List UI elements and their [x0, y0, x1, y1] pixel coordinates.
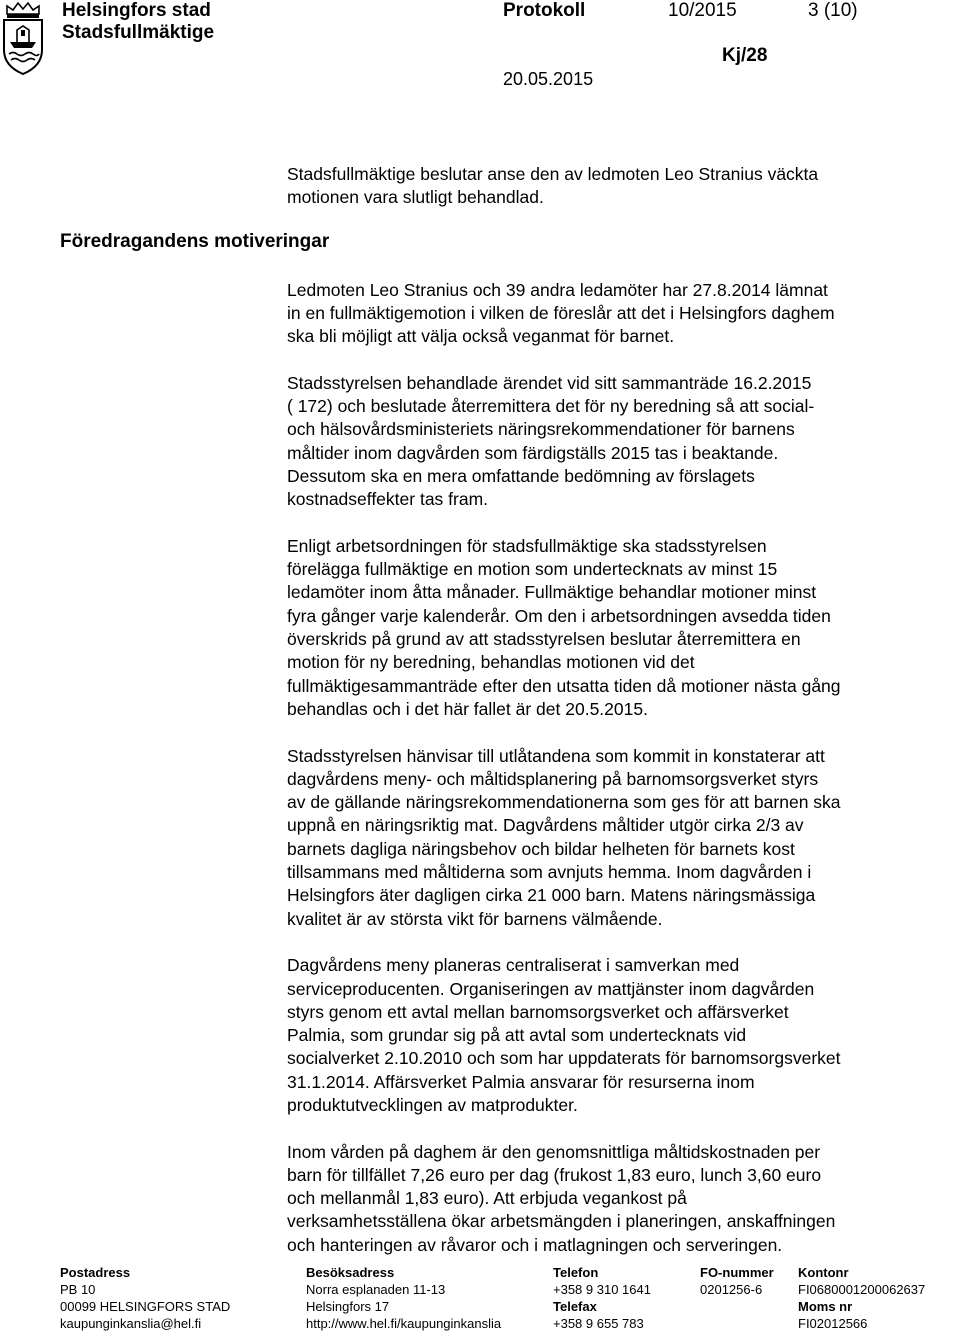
footer-website-link[interactable]: http://www.hel.fi/kaupunginkanslia	[306, 1316, 502, 1331]
footer-visit-label: Besöksadress	[306, 1265, 395, 1280]
footer-fo-value: 0201256-6	[700, 1282, 763, 1297]
text-line: 31.1.2014. Affärsverket Palmia ansvarar för resurserna inom	[287, 1071, 755, 1092]
meeting-date: 20.05.2015	[503, 69, 594, 89]
side-heading: Föredragandens motiveringar	[60, 231, 330, 252]
footer-fo	[700, 1264, 774, 1298]
text-line: produktutvecklingen av matprodukter.	[287, 1094, 578, 1115]
text-line: Palmia, som grundar sig på att avtal som undertecknats vid	[287, 1025, 747, 1046]
text-line: Dagvårdens meny planeras centraliserat i samverkan med	[287, 955, 740, 976]
text-line: Inom vården på daghem är den genomsnittliga måltidskostnaden per	[287, 1141, 821, 1162]
text-line: serviceproducenten. Organiseringen av mattjänster inom dagvården	[287, 978, 815, 999]
text-line: kvalitet är av största vikt för barnens välmående.	[287, 908, 663, 929]
text-line: socialverket 2.10.2010 och som har uppdaterats för barnomsorgsverket	[287, 1048, 841, 1069]
footer-vat-label: Moms nr	[798, 1299, 853, 1314]
text-line: av de gällande näringsrekommendationerna som ges för att barnen ska	[287, 792, 841, 813]
footer-postal-label: Postadress	[60, 1265, 131, 1280]
text-line: fyra gånger varje kalenderår. Om den i arbetsordningen avsedda tiden	[287, 605, 831, 626]
text-line: Stadsstyrelsen hänvisar till utlåtandena som kommit in konstaterar att	[287, 745, 825, 766]
text-line: Stadsstyrelsen behandlade ärendet vid sitt sammanträde 16.2.2015	[287, 372, 812, 393]
footer-account	[798, 1264, 925, 1332]
text-line: kostnadseffekter tas fram.	[287, 489, 489, 510]
text-line: behandlas och i det här fallet är det 20.5.2015.	[287, 698, 648, 719]
text-line: barnets dagliga näringsbehov och bildar helheten för barnets kost	[287, 838, 795, 859]
footer-account-label: Kontonr	[798, 1265, 849, 1280]
decision-paragraph	[287, 163, 947, 210]
helsinki-coat-of-arms-icon	[0, 0, 46, 76]
text-line: motion för ny beredning, behandlas motionen vid det	[287, 652, 695, 673]
text-line: förelägga fullmäktige en motion som undertecknats av minst 15	[287, 559, 778, 580]
footer-email-link[interactable]: kaupunginkanslia@hel.fi	[60, 1316, 202, 1331]
footer-vat-value: FI02012566	[798, 1316, 868, 1331]
paragraph-menu-planning	[287, 954, 947, 1117]
text-line: Ledmoten Leo Stranius och 39 andra ledamöter har 27.8.2014 lämnat	[287, 279, 828, 300]
text-line: motionen vara slutligt behandlad.	[287, 187, 544, 208]
footer-visit-line: Helsingfors 17	[306, 1299, 390, 1314]
text-line: uppnå en näringsriktig mat. Dagvårdens måltider utgör cirka 2/3 av	[287, 815, 804, 836]
footer-fo-label: FO-nummer	[700, 1265, 774, 1280]
text-line: dagvårdens meny- och måltidsplanering på barnomsorgsverket styrs	[287, 768, 819, 789]
footer-fax-label: Telefax	[553, 1299, 597, 1314]
footer-account-value: FI0680001200062637	[798, 1282, 926, 1297]
text-line: Helsingfors äter dagligen cirka 21 000 barn. Matens näringsmässiga	[287, 885, 816, 906]
section-number: Kj/28	[722, 45, 768, 66]
text-line: fullmäktigesammanträde efter den utsatta tiden då motioner nästa gång	[287, 675, 841, 696]
footer-postal-line: 00099 HELSINGFORS STAD	[60, 1299, 231, 1314]
text-line: måltider inom dagvården som färdigställs 2015 tas i beaktande.	[287, 442, 779, 463]
text-line: barn för tillfället 7,26 euro per dag (frukost 1,83 euro, lunch 3,60 euro	[287, 1164, 822, 1185]
paragraph-board	[287, 372, 947, 512]
text-line: Stadsfullmäktige beslutar anse den av ledmoten Leo Stranius väckta	[287, 164, 819, 184]
footer-postal-line: PB 10	[60, 1282, 96, 1297]
page-number: 3 (10)	[808, 0, 858, 21]
footer-visit-line: Norra esplanaden 11-13	[306, 1282, 446, 1297]
text-line: Enligt arbetsordningen för stadsfullmäktige ska stadsstyrelsen	[287, 535, 767, 556]
text-line: och hanteringen av råvaror och i matlagningen och serveringen.	[287, 1234, 783, 1255]
text-line: tillsammans med måltiderna som avnjuts hemma. Inom dagvården i	[287, 862, 812, 883]
footer-phone-value: +358 9 310 1641	[553, 1282, 651, 1297]
text-line: och mellanmål 1,83 euro). Att erbjuda vegankost på	[287, 1188, 687, 1209]
paragraph-costs	[287, 1141, 947, 1257]
text-line: ( 172) och beslutade återremittera det för ny beredning så att social-	[287, 396, 815, 417]
paragraph-motion	[287, 279, 947, 349]
footer-visit	[306, 1264, 501, 1332]
paragraph-statements	[287, 745, 947, 931]
organization-name: Helsingfors stad	[62, 0, 211, 21]
text-line: in en fullmäktigemotion i vilken de föreslår att det i Helsingfors daghem	[287, 302, 835, 323]
text-line: överskrids på grund av att stadsstyrelsen beslutar återremittera en	[287, 629, 801, 650]
paragraph-procedure	[287, 535, 947, 721]
text-line: Dessutom ska en mera omfattande bedömning av förslagets	[287, 465, 755, 486]
text-line: och hälsovårdsministeriets näringsrekommendationer för barnens	[287, 419, 795, 440]
footer-fax-value: +358 9 655 783	[553, 1316, 644, 1331]
footer-postal	[60, 1264, 230, 1332]
text-line: styrs genom ett avtal mellan barnomsorgsverket och affärsverket	[287, 1001, 789, 1022]
footer-phone-label: Telefon	[553, 1265, 599, 1280]
document-number: 10/2015	[668, 0, 737, 21]
governing-body: Stadsfullmäktige	[62, 22, 215, 43]
document-type: Protokoll	[503, 0, 586, 21]
footer-phone	[553, 1264, 651, 1332]
text-line: ska bli möjligt att välja också veganmat för barnet.	[287, 326, 675, 347]
document-body	[287, 163, 947, 1257]
text-line: verksamhetsställena ökar arbetsmängden i planeringen, anskaffningen	[287, 1211, 836, 1232]
text-line: ledamöter inom åtta månader. Fullmäktige behandlar motioner minst	[287, 582, 817, 603]
